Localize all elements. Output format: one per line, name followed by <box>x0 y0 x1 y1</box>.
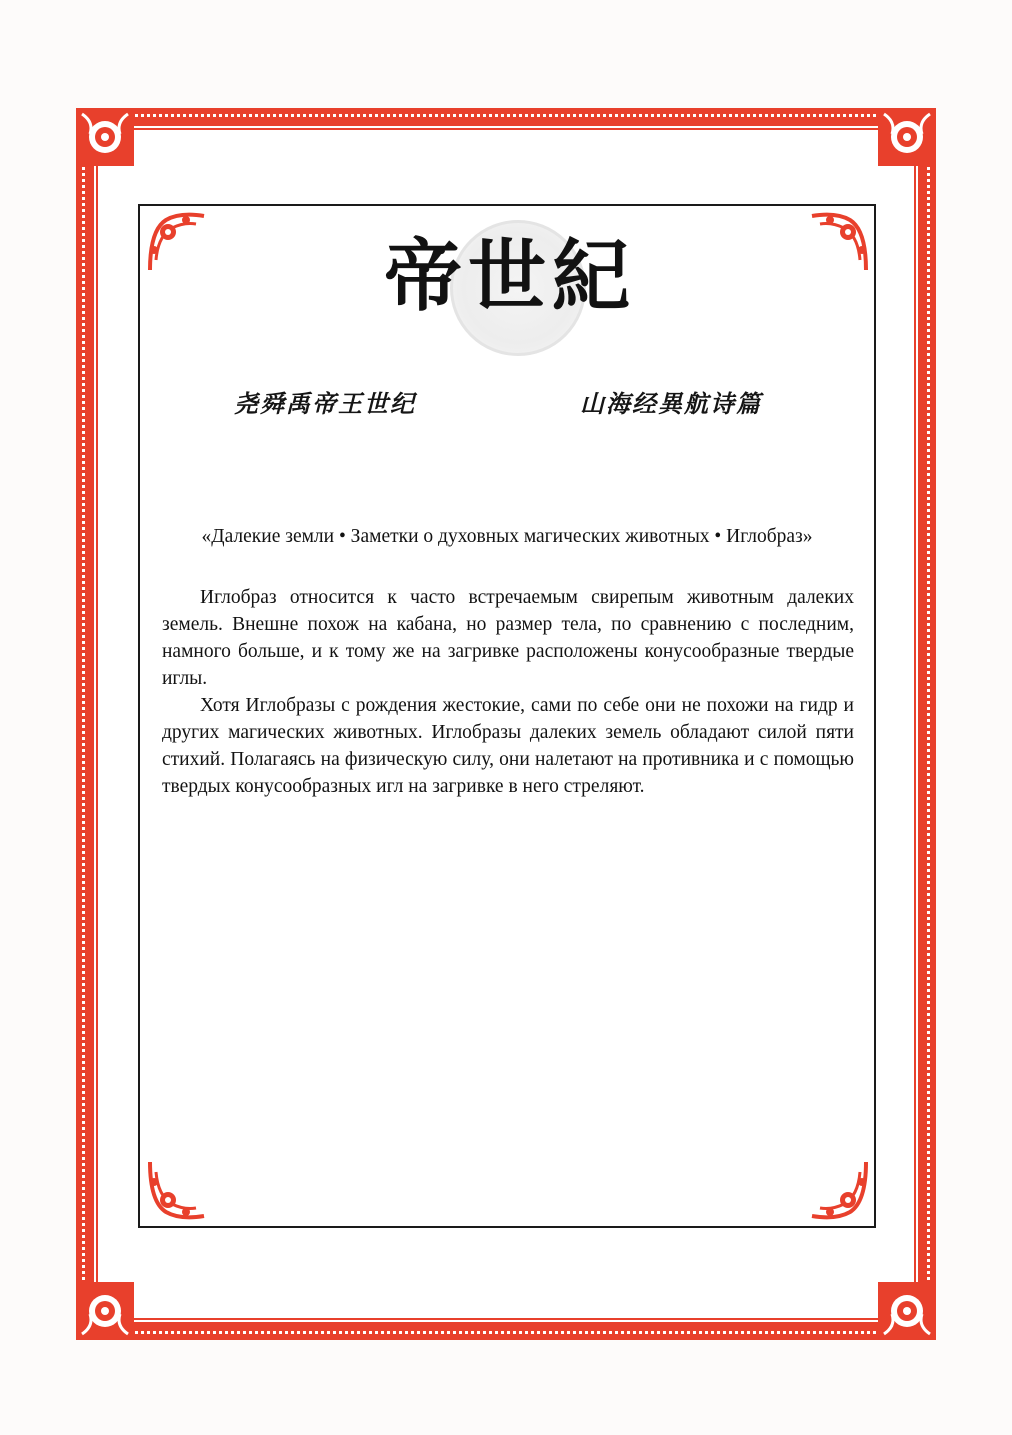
red-scroll-corner-icon <box>146 210 210 274</box>
article-body <box>162 584 854 800</box>
paragraph: Иглобраз относится к часто встречаемым свирепым животным далеких земель. Внешне похож на кабана, но размер тела, по сравнению с последним, намного больше, и к тому же на загривке расположены конусообразные твердые иглы. <box>162 587 854 689</box>
red-floral-corner-icon <box>76 1282 134 1340</box>
red-floral-corner-icon <box>878 1282 936 1340</box>
red-scroll-corner-icon <box>146 1158 210 1222</box>
red-floral-corner-icon <box>878 108 936 166</box>
logo-text: 帝世紀 <box>383 231 636 322</box>
subtitle-right: 山海经異航诗篇 <box>580 390 762 418</box>
article-heading: «Далекие земли • Заметки о духовных магических животных • Иглобраз» <box>201 526 813 547</box>
paragraph: Хотя Иглобразы с рождения жестокие, сами по себе они не похожи на гидр и других магических животных. Иглобразы далеких земель обладают силой пяти стихий. Полагаясь на физическую силу, они налетают на противника и с помощью твердых конусообразных игл на загривке в него стреляют. <box>162 695 854 797</box>
red-floral-corner-icon <box>76 108 134 166</box>
subtitle-left: 尧舜禹帝王世纪 <box>234 390 416 418</box>
red-scroll-corner-icon <box>806 1158 870 1222</box>
calligraphy-logo <box>380 212 640 362</box>
red-scroll-corner-icon <box>806 210 870 274</box>
